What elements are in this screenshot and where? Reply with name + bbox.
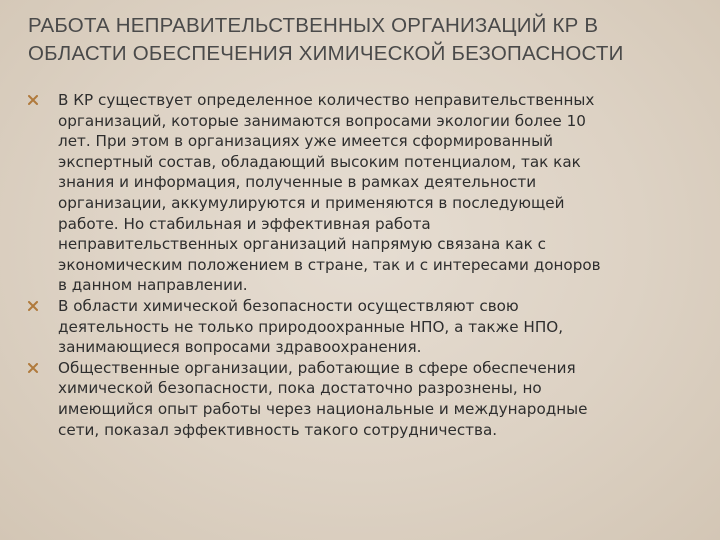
bullet-text-line: лет. При этом в организациях уже имеется сформированный xyxy=(58,132,553,151)
bullet-text-line: организаций, которые занимаются вопросами экологии более 10 xyxy=(58,111,586,130)
bullet-text-line: Общественные организации, работающие в сфере обеспечения xyxy=(58,358,576,377)
x-mark-icon xyxy=(28,90,42,110)
bullet-text-line: химической безопасности, пока достаточно разрознены, но xyxy=(58,379,542,398)
bullet-text-line: знания и информация, полученные в рамках деятельности xyxy=(58,173,537,192)
x-mark-icon xyxy=(28,296,42,316)
title-line: ОБЛАСТИ ОБЕСПЕЧЕНИЯ ХИМИЧЕСКОЙ БЕЗОПАСНОСТИ xyxy=(28,42,624,65)
bullet-text-line: работе. Но стабильная и эффективная работа xyxy=(58,214,431,233)
bullet-text-line: неправительственных организаций напрямую связана как с xyxy=(58,235,547,254)
bullet-item xyxy=(28,358,700,440)
bullet-text-line: экспертный состав, обладающий высоким потенциалом, так как xyxy=(58,152,581,171)
bullet-text-line: сети, показал эффективность такого сотрудничества. xyxy=(58,420,498,439)
title-line: РАБОТА НЕПРАВИТЕЛЬСТВЕННЫХ ОРГАНИЗАЦИЙ КР В xyxy=(28,14,599,37)
slide-title xyxy=(28,12,698,68)
title-area xyxy=(0,0,720,78)
bullet-item xyxy=(28,296,700,358)
bullet-text-line: В области химической безопасности осуществляют свою xyxy=(58,296,519,315)
bullet-text-line: экономическим положением в стране, так и с интересами доноров xyxy=(58,255,601,274)
bullet-text-line: имеющийся опыт работы через национальные и международные xyxy=(58,399,588,418)
bullet-list xyxy=(28,90,700,440)
bullet-text-line: в данном направлении. xyxy=(58,276,248,295)
bullet-item xyxy=(28,90,700,296)
bullet-text-line: занимающиеся вопросами здравоохранения. xyxy=(58,338,422,357)
bullet-text-line: В КР существует определенное количество неправительственных xyxy=(58,91,595,109)
x-mark-icon xyxy=(28,358,42,378)
bullet-text-line: деятельность не только природоохранные НПО, а также НПО, xyxy=(58,317,564,336)
bullet-text-line: организации, аккумулируются и применяются в последующей xyxy=(58,193,565,212)
